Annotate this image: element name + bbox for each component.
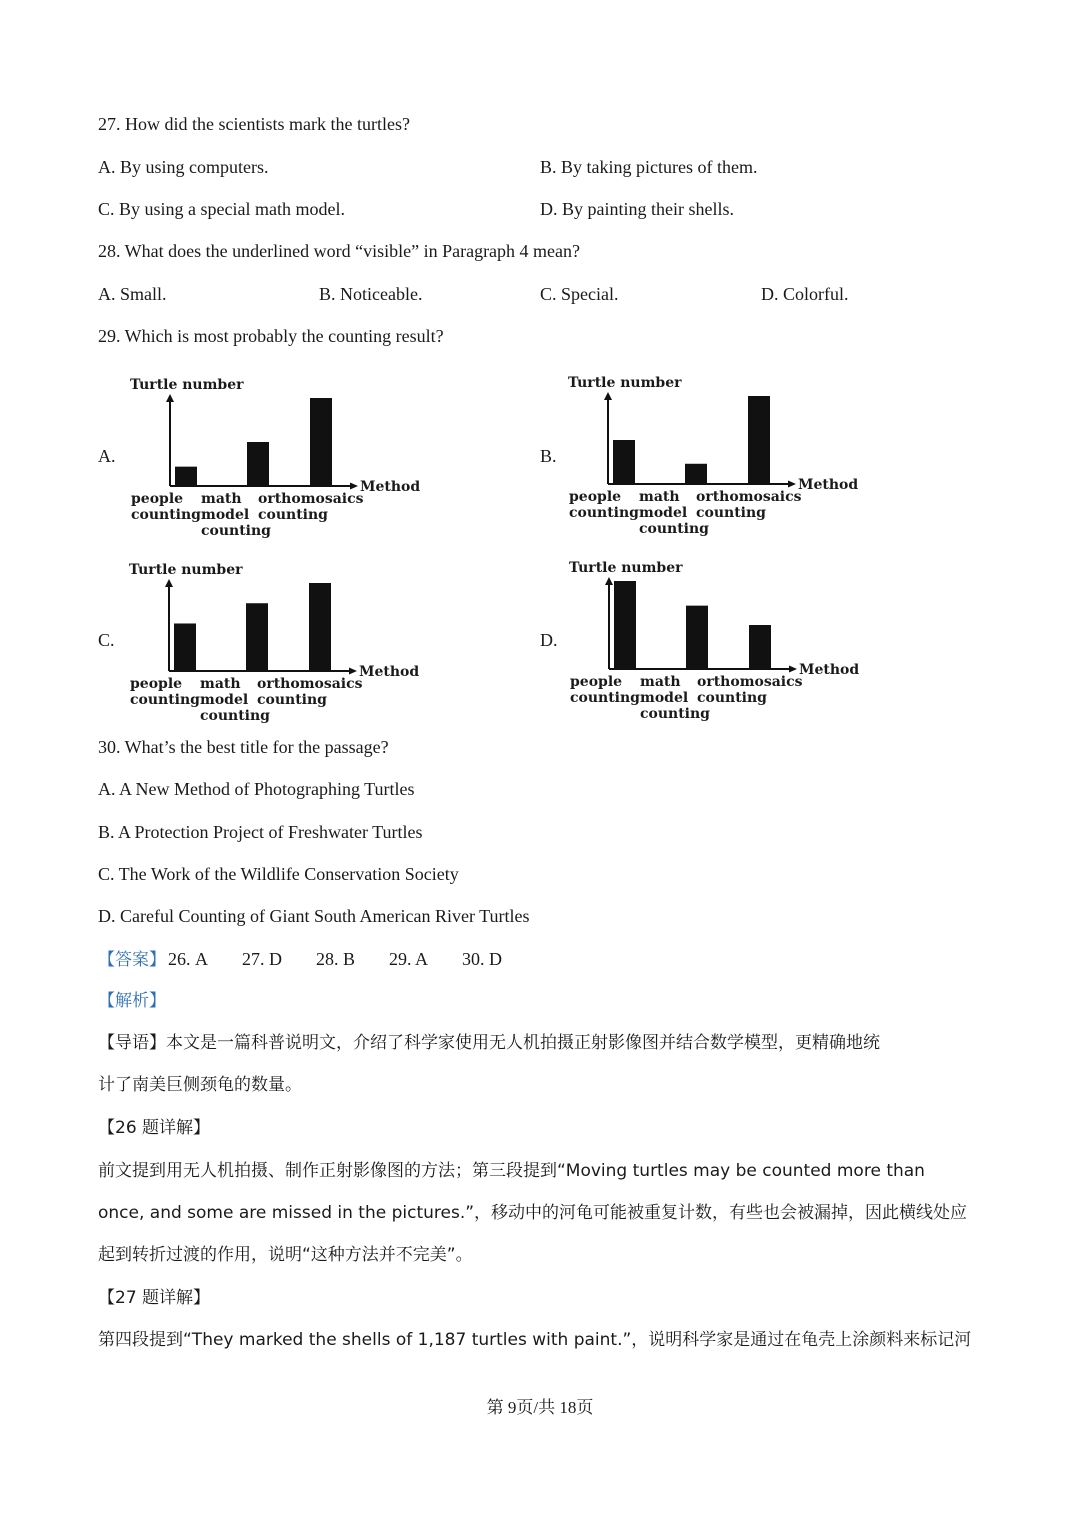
q28-option-c: C. Special. <box>540 284 619 304</box>
chart-d-tick-label: people <box>570 674 623 690</box>
question-30: 30. What’s the best title for the passage? <box>98 737 389 757</box>
chart-a-bar-2 <box>247 442 269 486</box>
chart-c-bar-3 <box>309 583 331 671</box>
chart-d-tick-label: math <box>640 674 681 690</box>
q27-option-d: D. By painting their shells. <box>540 199 734 219</box>
chart-a-tick-label: people <box>131 491 184 507</box>
bar-chart-c <box>127 557 427 723</box>
chart-c-tick-label: counting <box>200 708 270 724</box>
answer-28: 28. B <box>316 949 356 969</box>
chart-c-letter: C. <box>98 630 115 650</box>
chart-b-y-arrow <box>604 392 612 400</box>
chart-a-tick-label: counting <box>201 523 271 539</box>
chart-a-tick-label: counting <box>131 507 201 523</box>
answer-26: 26. A <box>168 949 208 969</box>
chart-d-letter: D. <box>540 630 558 650</box>
chart-c-tick-label: counting <box>257 692 327 708</box>
question-29: 29. Which is most probably the counting result? <box>98 326 444 346</box>
q28-option-d: D. Colorful. <box>761 284 849 304</box>
answer-label: 【答案】 <box>98 950 166 970</box>
chart-a-xlabel: Method <box>360 479 421 495</box>
intro-text-1: 本文是一篇科普说明文，介绍了科学家使用无人机拍摄正射影像图并结合数学模型，更精确地统 <box>166 1033 880 1053</box>
intro-label: 【导语】 <box>98 1033 166 1053</box>
page-footer: 第 9页/共 18页 <box>486 1398 594 1417</box>
analysis-label: 【解析】 <box>98 991 166 1011</box>
chart-a-ylabel: Turtle number <box>130 377 244 393</box>
chart-a-tick-label: orthomosaics <box>258 491 364 507</box>
chart-c-ylabel: Turtle number <box>129 562 243 578</box>
chart-c-tick-label: people <box>130 676 183 692</box>
chart-a-tick-label: model <box>201 507 250 523</box>
chart-c-tick-label: orthomosaics <box>257 676 363 692</box>
chart-d-tick-label: orthomosaics <box>697 674 803 690</box>
q27-option-a: A. By using computers. <box>98 157 269 177</box>
q27-option-b: B. By taking pictures of them. <box>540 157 758 177</box>
chart-a-letter: A. <box>98 446 116 466</box>
chart-a-x-arrow <box>350 483 358 490</box>
chart-c-bar-1 <box>174 623 196 671</box>
chart-d-xlabel: Method <box>799 662 860 678</box>
answer-29: 29. A <box>389 949 429 969</box>
chart-b-tick-label: people <box>569 489 622 505</box>
chart-d-y-arrow <box>605 577 613 585</box>
question-28: 28. What does the underlined word “visible” in Paragraph 4 mean? <box>98 241 581 261</box>
q30-option-a: A. A New Method of Photographing Turtles <box>98 779 415 799</box>
chart-d-tick-label: counting <box>697 690 767 706</box>
answer-30: 30. D <box>462 949 503 969</box>
detail-26-line-2: once, and some are missed in the pictures.”，移动中的河龟可能被重复计数，有些也会被漏掉，因此横线处应 <box>98 1203 968 1223</box>
chart-d-ylabel: Turtle number <box>569 560 683 576</box>
detail-26-line-3: 起到转折过渡的作用，说明“这种方法并不完美”。 <box>98 1245 473 1265</box>
chart-a-bar-3 <box>310 398 332 486</box>
chart-d-tick-label: counting <box>570 690 640 706</box>
chart-b-tick-label: model <box>639 505 688 521</box>
chart-b-bar-2 <box>685 464 707 484</box>
chart-b-x-arrow <box>788 481 796 488</box>
chart-b-tick-label: math <box>639 489 680 505</box>
chart-c-bar-2 <box>246 603 268 671</box>
detail-27-heading: 【27 题详解】 <box>98 1288 211 1308</box>
chart-b-letter: B. <box>540 446 557 466</box>
detail-27-line-1: 第四段提到“They marked the shells of 1,187 turtles with paint.”，说明科学家是通过在龟壳上涂颜料来标记河 <box>98 1330 972 1350</box>
chart-a-y-arrow <box>166 394 174 402</box>
chart-b-tick-label: counting <box>569 505 639 521</box>
chart-a-tick-label: counting <box>258 507 328 523</box>
chart-c-y-arrow <box>165 579 173 587</box>
chart-b-bar-1 <box>613 440 635 484</box>
intro-line-1 <box>98 1032 880 1054</box>
chart-d-x-arrow <box>789 666 797 673</box>
bar-chart-d <box>567 555 877 723</box>
chart-b-bar-3 <box>748 396 770 484</box>
bar-chart-a <box>128 372 428 542</box>
q30-option-b: B. A Protection Project of Freshwater Turtles <box>98 822 423 842</box>
q30-option-c: C. The Work of the Wildlife Conservation Society <box>98 864 459 884</box>
answer-row <box>98 948 536 971</box>
chart-b-tick-label: orthomosaics <box>696 489 802 505</box>
chart-d-bar-3 <box>749 625 771 669</box>
chart-d-bar-2 <box>686 606 708 669</box>
answer-27: 27. D <box>242 949 282 969</box>
chart-d-tick-label: model <box>640 690 689 706</box>
chart-a-bar-1 <box>175 467 197 486</box>
q28-option-a: A. Small. <box>98 284 167 304</box>
chart-d-tick-label: counting <box>640 706 710 722</box>
chart-b-tick-label: counting <box>696 505 766 521</box>
q30-option-d: D. Careful Counting of Giant South American River Turtles <box>98 906 530 926</box>
q27-option-c: C. By using a special math model. <box>98 199 345 219</box>
chart-c-x-arrow <box>349 668 357 675</box>
detail-26-heading: 【26 题详解】 <box>98 1118 211 1138</box>
chart-b-xlabel: Method <box>798 477 859 493</box>
chart-c-tick-label: model <box>200 692 249 708</box>
chart-d-bar-1 <box>614 581 636 669</box>
q28-option-b: B. Noticeable. <box>319 284 423 304</box>
intro-line-2: 计了南美巨侧颈龟的数量。 <box>98 1075 302 1095</box>
chart-c-tick-label: counting <box>130 692 200 708</box>
chart-c-tick-label: math <box>200 676 241 692</box>
chart-c-xlabel: Method <box>359 664 420 680</box>
detail-26-line-1: 前文提到用无人机拍摄、制作正射影像图的方法；第三段提到“Moving turtles may be counted more than <box>98 1161 925 1181</box>
bar-chart-b <box>566 370 876 546</box>
chart-a-tick-label: math <box>201 491 242 507</box>
question-27: 27. How did the scientists mark the turtles? <box>98 114 410 134</box>
chart-b-ylabel: Turtle number <box>568 375 682 391</box>
chart-b-tick-label: counting <box>639 521 709 537</box>
